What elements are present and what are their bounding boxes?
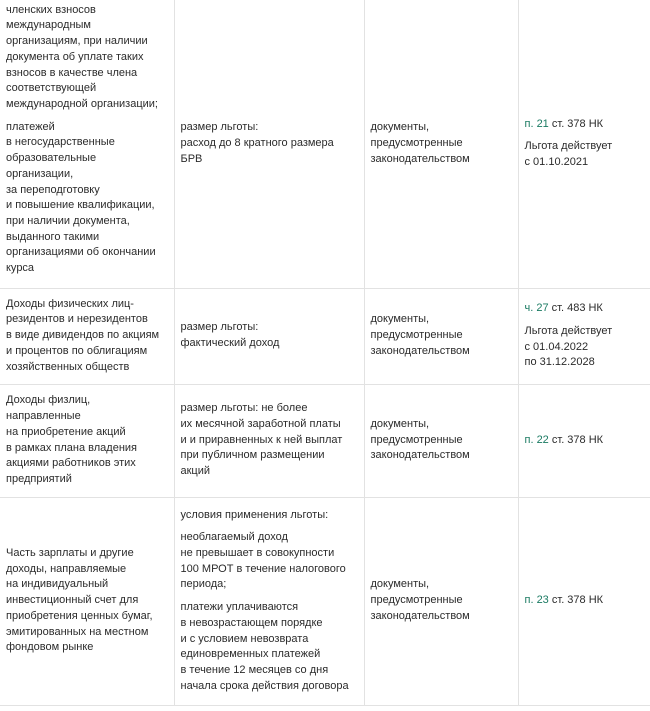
- table-row: [0, 0, 650, 288]
- benefit-size-cell: [174, 497, 364, 705]
- table-row: [0, 497, 650, 705]
- benefit-condition-text: платежи уплачиваются в невозрастающем порядке и с условием невозврата единовременных платежей в течение 12 месяцев со дня начала срока действия договора: [180, 601, 349, 692]
- legal-basis-cell: [518, 288, 650, 384]
- benefit-size-text: размер льготы: не более их месячной заработной платы и и приравненных к ней выплат при публичном размещении акций: [180, 402, 343, 478]
- benefit-size-text: размер льготы: расход до 8 кратного размера БРВ: [180, 121, 334, 165]
- documents-text: документы, предусмотренные законодательством: [370, 578, 470, 622]
- benefit-size-cell: [174, 384, 364, 497]
- documents-cell: [364, 288, 518, 384]
- law-article: ст. 378 НК: [548, 594, 604, 607]
- income-type-cell: [0, 497, 174, 705]
- law-reference-link[interactable]: п. 21: [524, 117, 549, 130]
- benefit-size-cell: [174, 0, 364, 288]
- legal-basis-cell: [518, 384, 650, 497]
- law-reference-link[interactable]: ч. 27: [524, 302, 549, 315]
- legal-basis-cell: [518, 497, 650, 705]
- table-row: [0, 384, 650, 497]
- income-type-cell: [0, 0, 174, 288]
- table-row: [0, 288, 650, 384]
- benefit-condition-title: условия применения льготы:: [180, 508, 329, 521]
- law-article: ст. 483 НК: [548, 302, 603, 315]
- income-type-cell: [0, 288, 174, 384]
- income-type-text: Часть зарплаты и другие доходы, направляемые на индивидуальный инвестиционный счет для приобретения ценных бумаг, эмитированных на местном фондовом рынке: [6, 547, 153, 654]
- documents-cell: [364, 0, 518, 288]
- benefit-size-text: размер льготы: фактический доход: [180, 321, 280, 349]
- documents-text: документы, предусмотренные законодательством: [370, 313, 470, 357]
- income-type-text: платежей в негосударственные образовательные организации, за переподготовку и повышение квалификации, при наличии документа, выданного такими организациями об окончании курса: [6, 120, 156, 275]
- law-reference-link[interactable]: п. 23: [524, 594, 549, 607]
- documents-cell: [364, 384, 518, 497]
- legal-basis-cell: [518, 0, 650, 288]
- validity-note: Льгота действует с 01.04.2022 по 31.12.2028: [524, 324, 613, 369]
- income-type-text: членских взносов международным организациям, при наличии документа об уплате таких взносов в качестве члена соответствующей международной организации;: [6, 3, 158, 110]
- benefit-condition-text: необлагаемый доход не превышает в совокупности 100 МРОТ в течение налогового периода;: [180, 531, 346, 591]
- income-type-text: Доходы физлиц, направленные на приобретение акций в рамках плана владения акциями работников этих предприятий: [6, 394, 138, 485]
- documents-text: документы, предусмотренные законодательством: [370, 121, 470, 165]
- documents-cell: [364, 497, 518, 705]
- law-reference-link[interactable]: п. 22: [524, 433, 549, 446]
- income-type-cell: [0, 384, 174, 497]
- documents-text: документы, предусмотренные законодательством: [370, 417, 470, 462]
- benefit-size-cell: [174, 288, 364, 384]
- law-article: ст. 378 НК: [548, 117, 604, 130]
- income-type-text: Доходы физических лиц- резидентов и нерезидентов в виде дивидендов по акциям и процентов по облигациям хозяйственных обществ: [6, 297, 160, 373]
- validity-note: Льгота действует с 01.10.2021: [524, 140, 613, 169]
- law-article: ст. 378 НК: [548, 433, 604, 446]
